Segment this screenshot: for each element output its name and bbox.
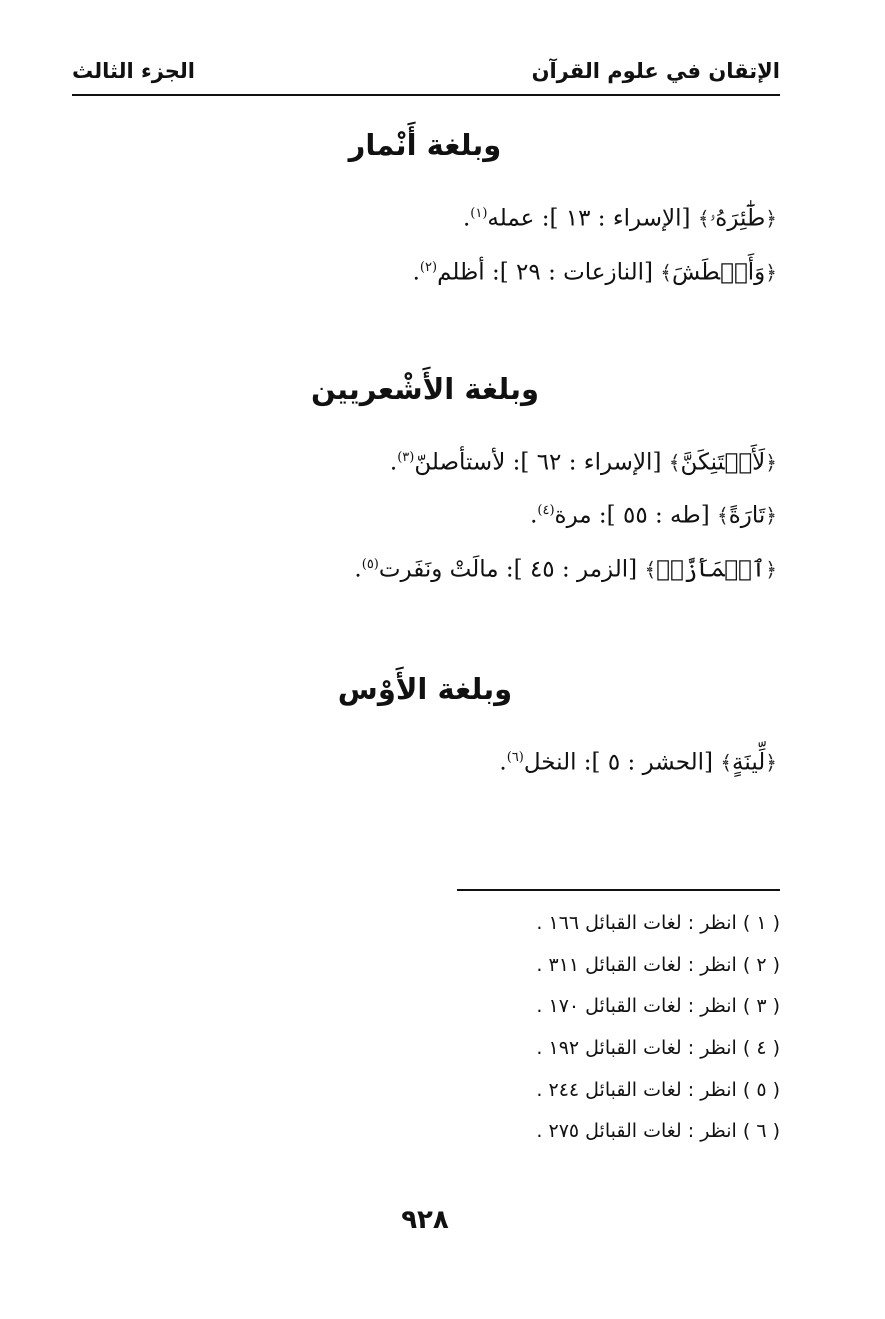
verse-reference: [الحشر : ٥ ] — [591, 749, 714, 776]
verse-reference: [النازعات : ٢٩ ] — [499, 259, 653, 286]
book-title: الإتقان في علوم القرآن — [531, 59, 780, 83]
quran-word: لَأَحۡتَنِكَنَّ — [680, 449, 766, 476]
footnote-mark: (٥) — [361, 557, 379, 572]
quran-word: لِّينَةٍ — [732, 749, 766, 776]
footnote-divider — [457, 889, 780, 891]
header-divider — [72, 94, 780, 96]
page-number: ٩٢٨ — [401, 1205, 449, 1235]
footnote-mark: (٢) — [419, 260, 438, 275]
footnote: ( ١ ) انظر : لغات القبائل ١٦٦ . — [536, 912, 780, 934]
word-meaning: عمله — [487, 205, 535, 232]
ornate-bracket-close-icon: ﴾ — [720, 750, 733, 775]
word-meaning: مالَتْ ونَفَرت — [378, 556, 499, 583]
ornate-bracket-close-icon: ﴾ — [644, 557, 657, 582]
section-heading-anmar: وبلغة أَنْمار — [348, 128, 502, 162]
ornate-bracket-close-icon: ﴾ — [716, 503, 729, 528]
entry: ﴿تَارَةً﴾ [طه : ٥٥ ]: مرة$^{(٤)}$. — [530, 502, 777, 529]
ornate-bracket-open-icon: ﴿ — [765, 260, 777, 285]
footnote: ( ٤ ) انظر : لغات القبائل ١٩٢ . — [536, 1037, 780, 1059]
verse-reference: [طه : ٥٥ ] — [606, 502, 710, 529]
quran-word: وَأَغۡطَشَ — [671, 259, 766, 286]
footnote: ( ٥ ) انظر : لغات القبائل ٢٤٤ . — [536, 1079, 780, 1101]
ornate-bracket-open-icon: ﴿ — [765, 450, 777, 475]
verse-reference: [الإسراء : ١٣ ] — [549, 205, 691, 232]
footnote-mark: (٣) — [397, 450, 415, 465]
word-meaning: لأستأصلنّ — [414, 449, 506, 476]
entry: ﴿طَٰٓئِرَهُۥ﴾ [الإسراء : ١٣ ]: عمله$^{(١)}$. — [462, 205, 777, 232]
entry: ﴿لَأَحۡتَنِكَنَّ﴾ [الإسراء : ٦٢ ]: لأستأصلنّ$^{(٣)}$. — [389, 449, 777, 476]
footnote-mark: (٤) — [537, 503, 555, 518]
ornate-bracket-open-icon: ﴿ — [765, 206, 777, 231]
ornate-bracket-close-icon: ﴾ — [668, 450, 681, 475]
word-meaning: أظلم — [437, 259, 485, 286]
running-header — [72, 48, 780, 94]
word-meaning: مرة — [554, 502, 592, 529]
ornate-bracket-close-icon: ﴾ — [697, 206, 710, 231]
footnote-mark: (١) — [470, 206, 488, 221]
footnote: ( ٣ ) انظر : لغات القبائل ١٧٠ . — [536, 995, 780, 1017]
verse-reference: [الزمر : ٤٥ ] — [513, 556, 638, 583]
section-heading-aws: وبلغة الأَوْس — [337, 672, 513, 706]
verse-reference: [الإسراء : ٦٢ ] — [520, 449, 662, 476]
ornate-bracket-open-icon: ﴿ — [765, 750, 777, 775]
entry: ﴿ٱشۡمَأَزَّتۡ﴾ [الزمر : ٤٥ ]: مالَتْ ونَفَرت$^{(٥)}$. — [354, 556, 777, 583]
word-meaning: النخل — [523, 749, 577, 776]
footnote: ( ٢ ) انظر : لغات القبائل ٣١١ . — [536, 954, 780, 976]
footnote: ( ٦ ) انظر : لغات القبائل ٢٧٥ . — [536, 1120, 780, 1142]
footnote-mark: (٦) — [506, 750, 524, 765]
volume-label: الجزء الثالث — [72, 59, 195, 83]
section-heading-ashariyyin: وبلغة الأَشْعريين — [310, 372, 540, 406]
quran-word: طَٰٓئِرَهُۥ — [709, 205, 766, 232]
ornate-bracket-open-icon: ﴿ — [765, 557, 777, 582]
ornate-bracket-open-icon: ﴿ — [765, 503, 777, 528]
entry: ﴿لِّينَةٍ﴾ [الحشر : ٥ ]: النخل$^{(٦)}$. — [499, 749, 777, 776]
quran-word: تَارَةً — [728, 502, 766, 529]
ornate-bracket-close-icon: ﴾ — [660, 260, 672, 285]
entry: ﴿وَأَغۡطَشَ﴾ [النازعات : ٢٩ ]: أظلم$^{(٢)}$. — [412, 259, 777, 286]
quran-word: ٱشۡمَأَزَّتۡ — [656, 556, 766, 583]
